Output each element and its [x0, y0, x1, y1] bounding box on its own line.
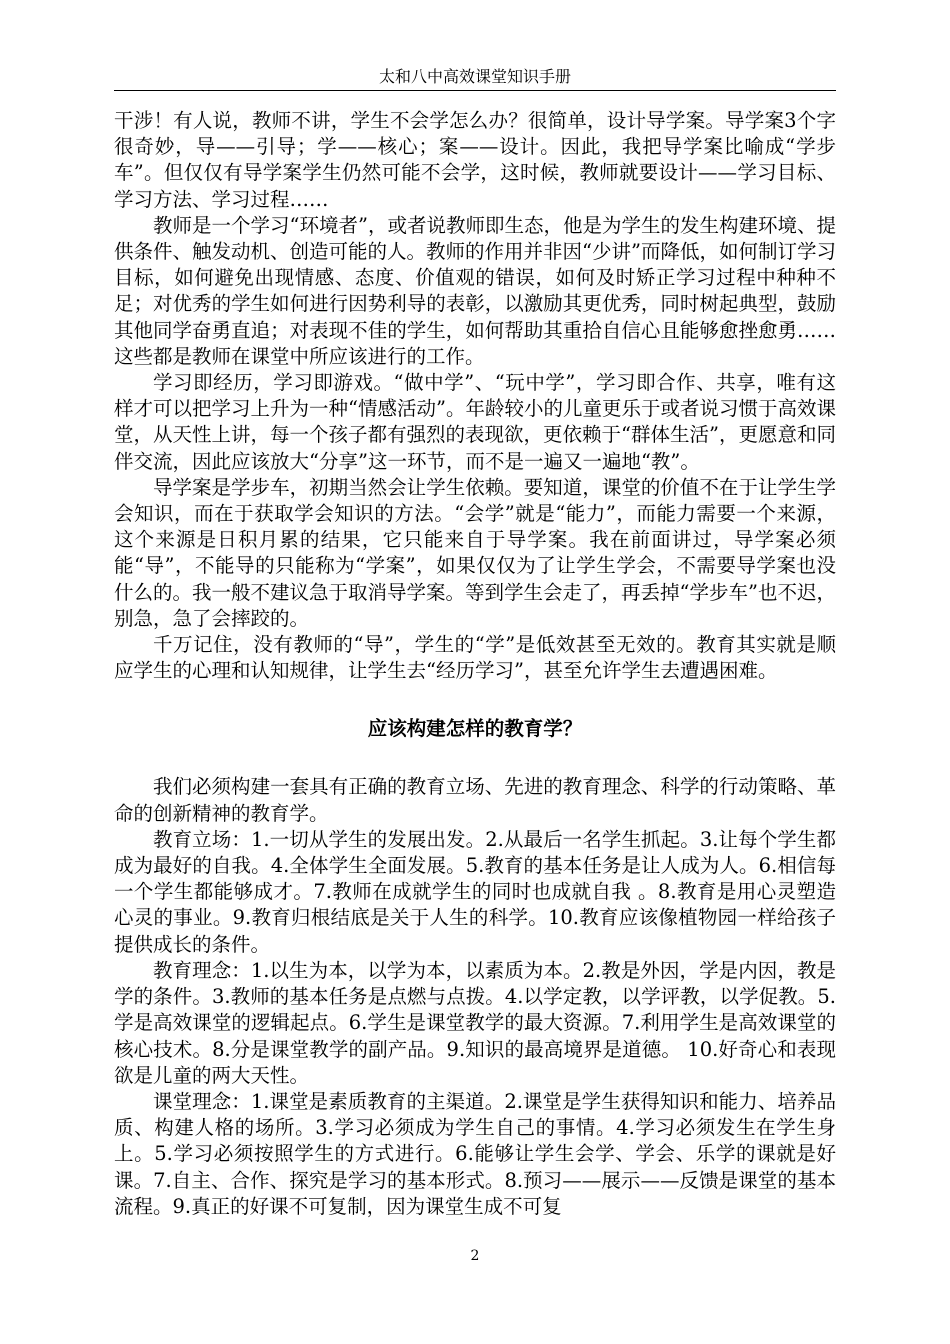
- paragraph-education-stance: 教育立场：1.一切从学生的发展出发。2.从最后一名学生抓起。3.让每个学生都成为最好的自我。4.全体学生全面发展。5.教育的基本任务是让人成为人。6.相信每一个学生都能够成才。7.教师在成就学生的同时也成就自我 。8.教育是用心灵塑造心灵的事业。9.教育归根结底是关于人生的科学。10.教育应该像植物园一样给孩子提供成长的条件。: [114, 827, 836, 956]
- section-title: 应该构建怎样的教育学？: [367, 717, 583, 741]
- paragraph: 导学案是学步车，初期当然会让学生依赖。要知道，课堂的价值不在于让学生学会知识，而在于获取学会知识的方法。“会学”就是“能力”，而能力需要一个来源，这个来源是日积月累的结果，它只能来自于导学案。我在前面讲过，导学案必须能“导”，不能导的只能称为“学案”，如果仅仅为了让学生学会，不需要导学案也没什么的。我一般不建议急于取消导学案。等到学生会走了，再丢掉“学步车”也不迟，别急，急了会摔跤的。: [114, 475, 836, 630]
- document-body: [114, 108, 836, 1220]
- paragraph-education-philosophy: 教育理念：1.以生为本，以学为本，以素质为本。2.教是外因，学是内因，教是学的条件。3.教师的基本任务是点燃与点拨。4.以学定教，以学评教，以学促教。5.学是高效课堂的逻辑起点。6.学生是课堂教学的最大资源。7.利用学生是高效课堂的核心技术。8.分是课堂教学的副产品。9.知识的最高境界是道德。 10.好奇心和表现欲是儿童的两大天性。: [114, 958, 836, 1087]
- paragraph: 学习即经历，学习即游戏。“做中学”、“玩中学”，学习即合作、共享，唯有这样才可以把学习上升为一种“情感活动”。年龄较小的儿童更乐于或者说习惯于高效课堂，从天性上讲，每一个孩子都有强烈的表现欲，更依赖于“群体生活”，更愿意和同伴交流，因此应该放大“分享”这一环节，而不是一遍又一遍地“教”。: [114, 371, 836, 473]
- paragraph-continued: 干涉！有人说，教师不讲，学生不会学怎么办？很简单，设计导学案。导学案3个字很奇妙，导——引导；学——核心；案——设计。因此，我把导学案比喻成“学步车”。但仅仅有导学案学生仍然可能不会学，这时候，教师就要设计——学习目标、学习方法、学习过程……: [114, 109, 836, 211]
- page-number: 2: [470, 1248, 480, 1264]
- paragraph: 千万记住，没有教师的“导”，学生的“学”是低效甚至无效的。教育其实就是顺应学生的心理和认知规律，让学生去“经历学习”，甚至允许学生去遭遇困难。: [114, 633, 836, 683]
- paragraph-classroom-philosophy: 课堂理念：1.课堂是素质教育的主渠道。2.课堂是学生获得知识和能力、培养品质、构建人格的场所。3.学习必须成为学生自己的事情。4.学习必须发生在学生身上。5.学习必须按照学生的方式进行。6.能够让学生会学、学会、乐学的课就是好课。7.自主、合作、探究是学习的基本形式。8.预习——展示——反馈是课堂的基本流程。9.真正的好课不可复制，因为课堂生成不可复: [114, 1089, 836, 1218]
- paragraph: 教师是一个学习“环境者”，或者说教师即生态，他是为学生的发生构建环境、提供条件、触发动机、创造可能的人。教师的作用并非因“少讲”而降低，如何制订学习目标，如何避免出现情感、态度、价值观的错误，如何及时矫正学习过程中种种不足；对优秀的学生如何进行因势利导的表彰，以激励其更优秀，同时树起典型，鼓励其他同学奋勇直追；对表现不佳的学生，如何帮助其重拾自信心且能够愈挫愈勇……这些都是教师在课堂中所应该进行的工作。: [114, 213, 836, 368]
- page-header: 太和八中高效课堂知识手册: [114, 64, 836, 91]
- paragraph: 我们必须构建一套具有正确的教育立场、先进的教育理念、科学的行动策略、革命的创新精神的教育学。: [114, 775, 836, 825]
